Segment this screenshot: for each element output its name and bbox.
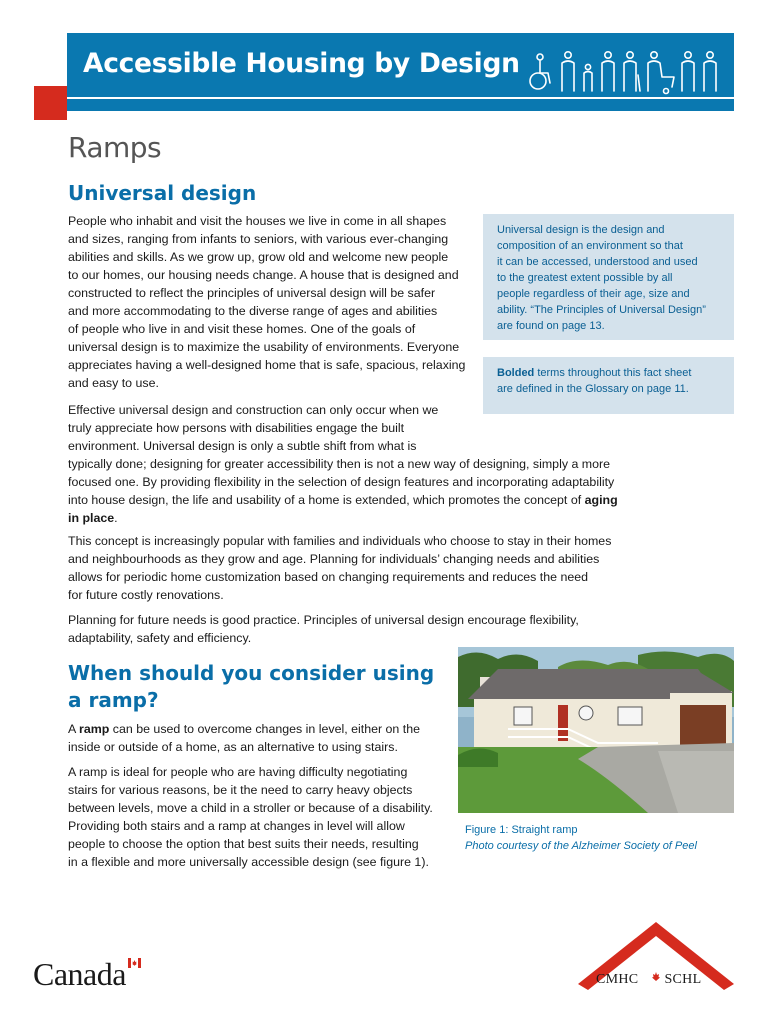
- text-line: A: [68, 722, 80, 736]
- paragraph-ramp-ideal: [68, 763, 433, 871]
- text-line: universal design is to maximize the usability of environments. Everyone: [68, 340, 460, 354]
- text-line: Universal design is the design and: [497, 224, 665, 236]
- paragraph-planning: [68, 611, 579, 647]
- text-line: and easy to use.: [68, 376, 159, 390]
- sidebox-glossary-note: [483, 357, 734, 414]
- text-line: adaptability, safety and efficiency.: [68, 631, 252, 645]
- text-line: of people who live in and visit these homes. One of the goals of: [68, 322, 416, 336]
- text-line: People who inhabit and visit the houses we live in come in all shapes: [68, 214, 447, 228]
- glossary-term-aging: aging: [584, 493, 618, 507]
- text-line: This concept is increasingly popular with families and individuals who choose to stay in their homes: [68, 534, 612, 548]
- text-line: stairs for various reasons, be it the need to carry heavy objects: [68, 783, 413, 797]
- text-line: focused one. By providing flexibility in the selection of design features and incorporating adaptability: [68, 475, 615, 489]
- paragraph-ramp-definition: [68, 720, 420, 756]
- house-ramp-photo: [458, 647, 734, 813]
- text-line: truly appreciate how persons with disabilities engage the built: [68, 421, 405, 435]
- text-line: Providing both stairs and a ramp at changes in level will allow: [68, 819, 405, 833]
- canada-wordmark: Canada: [33, 956, 126, 992]
- page-title: Ramps: [68, 131, 162, 164]
- banner-rule: [67, 97, 734, 99]
- text-line: between levels, move a child in a stroller or because of a disability.: [68, 801, 433, 815]
- header-banner: [67, 33, 734, 111]
- text-line: typically done; designing for greater accessibility then is not a new way of designing, simply a more: [68, 457, 611, 471]
- caption-credit: Photo courtesy of the Alzheimer Society of Peel: [465, 840, 697, 852]
- bold-label: Bolded: [497, 367, 535, 379]
- text-line: to our homes, our housing needs change. A house that is designed and: [68, 268, 459, 282]
- text-line: allows for periodic home customization based on changing requirements and reduces the need: [68, 570, 589, 584]
- accent-square: [34, 86, 67, 120]
- cmhc-label: CMHC: [596, 972, 639, 987]
- cmhc-schl-wordmark: [596, 972, 701, 988]
- text-line: and sizes, ranging from infants to seniors, with various ever-changing: [68, 232, 449, 246]
- schl-label: SCHL: [664, 972, 702, 987]
- text-line: constructed to reflect the principles of universal design will be safer: [68, 286, 436, 300]
- text-line: into house design, the life and usability of a home is extended, which promotes the concept of: [68, 493, 585, 507]
- section-heading-universal-design: Universal design: [68, 181, 257, 205]
- text-line: for future costly renovations.: [68, 588, 224, 602]
- text-line: people to choose the option that best suits their needs, resulting: [68, 837, 419, 851]
- canada-flag-icon: [128, 958, 141, 968]
- text-line: it can be accessed, understood and used: [497, 256, 698, 268]
- text-line: .: [114, 511, 118, 525]
- text-line: A ramp is ideal for people who are having difficulty negotiating: [68, 765, 408, 779]
- section-heading-when-ramp: [68, 660, 434, 714]
- heading-line: a ramp?: [68, 688, 159, 712]
- heading-line: When should you consider using: [68, 661, 435, 685]
- text-line: ability. “The Principles of Universal Design”: [497, 304, 706, 316]
- text-line: are defined in the Glossary on page 11.: [497, 383, 689, 395]
- text-line: terms throughout this fact sheet: [534, 367, 692, 379]
- text-line: and neighbourhoods as they grow and age. Planning for individuals’ changing needs and abilities: [68, 552, 600, 566]
- sidebox-universal-design-definition: [483, 214, 734, 340]
- glossary-term-ramp: ramp: [79, 722, 110, 736]
- text-line: to the greatest extent possible by all: [497, 272, 673, 284]
- text-line: in a flexible and more universally accessible design (see figure 1).: [68, 855, 429, 869]
- text-line: and more accommodating to the diverse range of ages and abilities: [68, 304, 438, 318]
- text-line: people regardless of their age, size and: [497, 288, 690, 300]
- paragraph-concept-popular: [68, 532, 611, 604]
- text-line: abilities and skills. As we grow up, grow old and welcome new people: [68, 250, 449, 264]
- text-line: Planning for future needs is good practice. Principles of universal design encourage flexibility,: [68, 613, 579, 627]
- banner-title: Accessible Housing by Design: [83, 48, 520, 79]
- text-line: appreciates having a well-designed home that is safe, spacious, relaxing: [68, 358, 466, 372]
- glossary-term-in-place: in place: [68, 511, 115, 525]
- paragraph-effective-design: [68, 401, 618, 527]
- text-line: composition of an environment so that: [497, 240, 683, 252]
- text-line: are found on page 13.: [497, 320, 605, 332]
- text-line: Effective universal design and construction can only occur when we: [68, 403, 439, 417]
- text-line: inside or outside of a home, as an alternative to using stairs.: [68, 740, 398, 754]
- text-line: can be used to overcome changes in level, either on the: [109, 722, 420, 736]
- paragraph-universal-design-intro: [68, 212, 465, 392]
- figure-caption: [465, 822, 697, 854]
- text-line: environment. Universal design is only a subtle shift from what is: [68, 439, 417, 453]
- people-silhouettes-icon: [528, 49, 724, 95]
- caption-title: Figure 1: Straight ramp: [465, 824, 578, 836]
